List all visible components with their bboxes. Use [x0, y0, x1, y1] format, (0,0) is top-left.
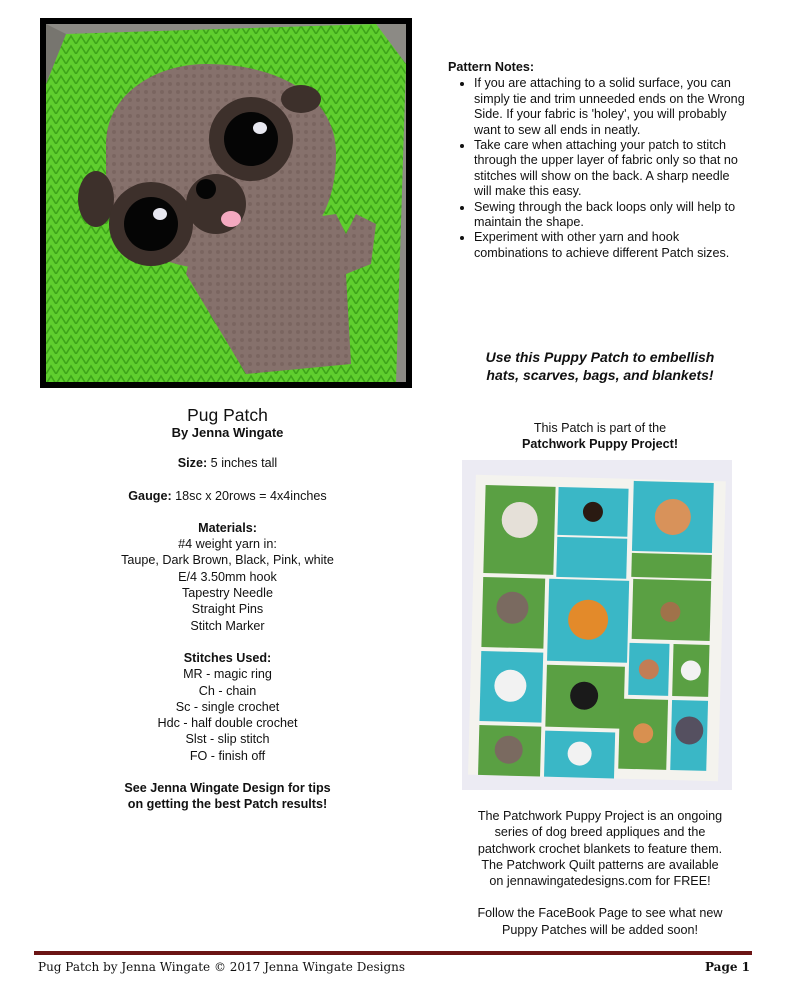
size-line	[40, 455, 415, 471]
stitch-item: MR - magic ring	[183, 667, 272, 682]
stitch-item: Hdc - half double crochet	[157, 716, 298, 731]
materials-section	[40, 520, 415, 634]
material-item: Taupe, Dark Brown, Black, Pink, white	[121, 553, 334, 568]
follow-line: Puppy Patches will be added soon!	[501, 922, 699, 937]
pug-patch-illustration	[46, 24, 406, 382]
stitch-item: Slst - slip stitch	[185, 732, 270, 747]
pattern-notes	[448, 60, 748, 261]
promo-text	[440, 348, 760, 384]
note-item: • Experiment with other yarn and hook combinations to achieve different Patch sizes.	[474, 230, 748, 261]
project-intro-line: This Patch is part of the	[533, 421, 667, 435]
project-description	[440, 808, 760, 938]
page-number: Page 1	[704, 960, 750, 974]
promo-line: hats, scarves, bags, and blankets!	[486, 367, 714, 383]
desc-line: series of dog breed appliques and the	[494, 825, 706, 840]
project-intro	[440, 420, 760, 453]
material-item: Straight Pins	[191, 602, 264, 617]
follow-line: Follow the FaceBook Page to see what new	[477, 906, 723, 921]
gauge-value: 18sc x 20rows = 4x4inches	[171, 488, 327, 503]
promo-line: Use this Puppy Patch to embellish	[485, 349, 715, 365]
desc-line: on jennawingatedesigns.com for FREE!	[489, 874, 711, 889]
pattern-title: Pug Patch	[187, 405, 268, 425]
stitches-heading: Stitches Used:	[183, 650, 272, 665]
stitches-section	[40, 650, 415, 764]
pattern-byline: By Jenna Wingate	[171, 425, 284, 440]
gauge-line	[40, 488, 415, 504]
material-item: Stitch Marker	[190, 618, 265, 633]
pug-patch-photo	[40, 18, 412, 388]
material-item: Tapestry Needle	[181, 586, 273, 601]
material-item: #4 weight yarn in:	[178, 537, 277, 552]
material-item: E/4 3.50mm hook	[178, 569, 277, 584]
size-value: 5 inches tall	[207, 456, 278, 471]
follow-note	[440, 905, 760, 938]
pattern-info	[40, 405, 415, 813]
desc-line: patchwork crochet blankets to feature them.	[477, 841, 723, 856]
stitch-item: Ch - chain	[198, 683, 257, 698]
patchwork-quilt-photo	[462, 460, 732, 790]
note-item: • If you are attaching to a solid surface, you can simply tie and trim unneeded ends on the Wrong Side. If your fabric is 'holey', you will probably want to sew all ends in neatly.	[474, 76, 748, 138]
tips-note	[40, 780, 415, 813]
stitch-item: Sc - single crochet	[175, 699, 280, 714]
note-item: • Sewing through the back loops only will help to maintain the shape.	[474, 200, 748, 231]
stitch-item: FO - finish off	[189, 748, 266, 763]
tip-line: See Jenna Wingate Design for tips	[124, 781, 331, 796]
size-label: Size:	[177, 456, 208, 471]
project-name: Patchwork Puppy Project!	[521, 437, 679, 452]
desc-line: The Patchwork Puppy Project is an ongoing	[477, 809, 723, 823]
desc-line: The Patchwork Quilt patterns are available	[481, 857, 719, 872]
footer-copyright: Pug Patch by Jenna Wingate © 2017 Jenna Wingate Designs	[38, 960, 406, 974]
pattern-notes-list	[448, 76, 748, 261]
note-item: • Take care when attaching your patch to stitch through the upper layer of fabric only so that no stitches will show on the back. A sharp needle will make this easy.	[474, 138, 748, 200]
tip-line: on getting the best Patch results!	[127, 797, 328, 812]
footer-divider	[34, 951, 752, 955]
pattern-notes-heading: Pattern Notes:	[448, 60, 535, 74]
gauge-label: Gauge:	[128, 488, 172, 503]
materials-heading: Materials:	[198, 520, 257, 535]
patchwork-quilt-illustration	[462, 460, 732, 790]
